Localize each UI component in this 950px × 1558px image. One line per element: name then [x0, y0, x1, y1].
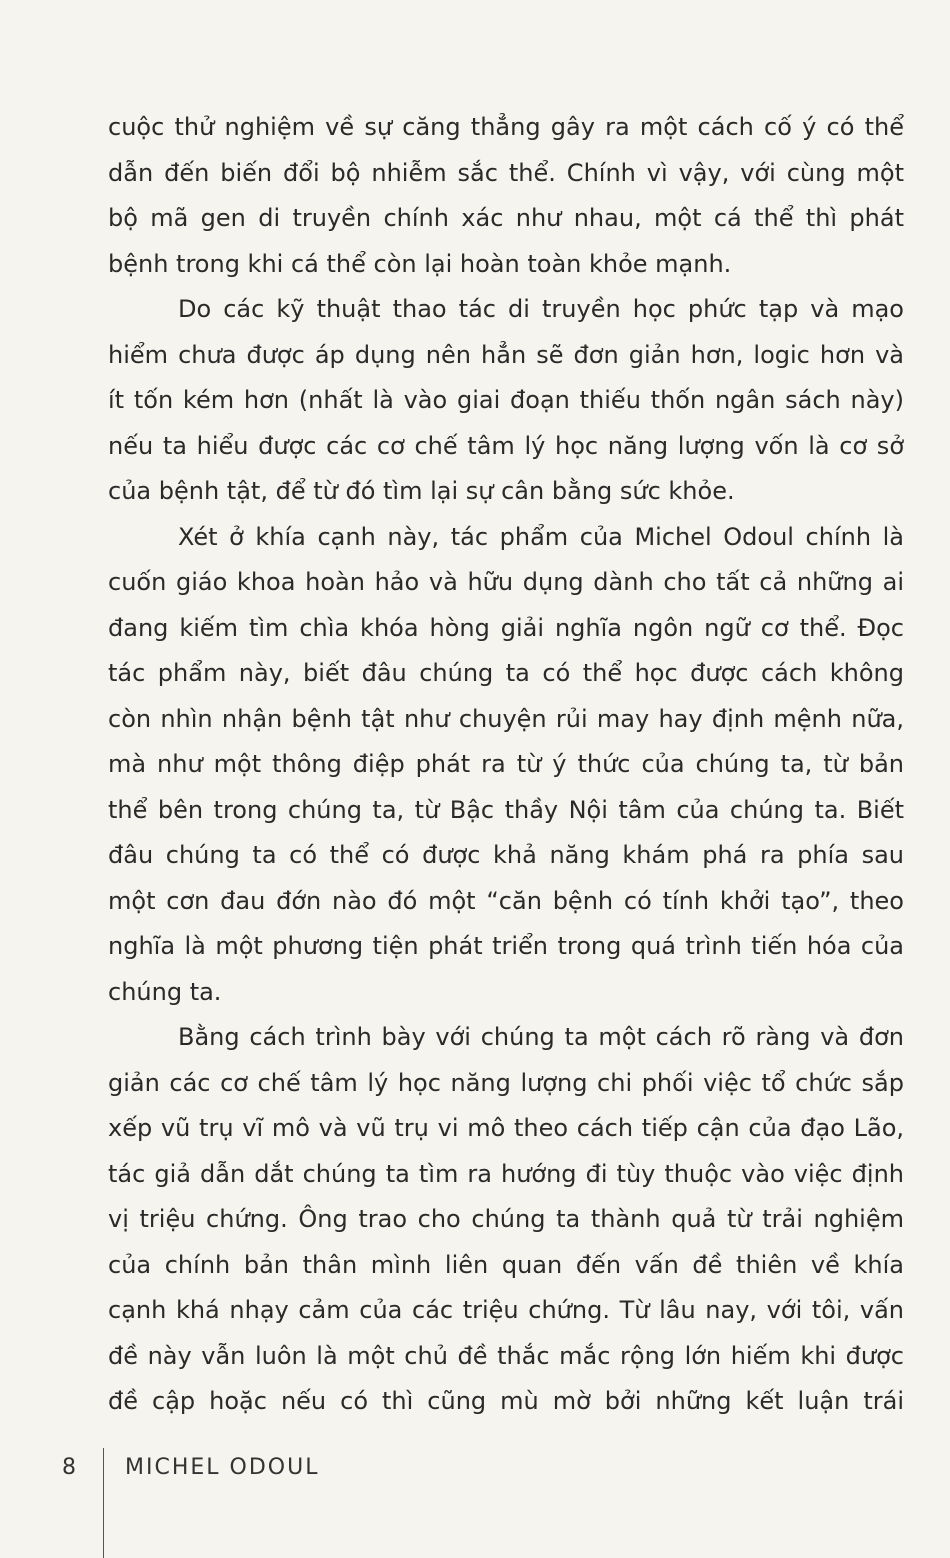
- paragraph: [108, 515, 904, 1016]
- text-line: đề cập hoặc nếu có thì cũng mù mờ bởi những kết luận trái: [108, 1387, 904, 1415]
- text-line: ít tốn kém hơn (nhất là vào giai đoạn thiếu thốn ngân sách này): [108, 386, 904, 414]
- text-line: một cơn đau đớn nào đó một “căn bệnh có tính khởi tạo”, theo: [108, 886, 904, 915]
- text-line: đâu chúng ta có thể có được khả năng khám phá ra phía sau: [108, 841, 904, 869]
- text-line: còn nhìn nhận bệnh tật như chuyện rủi may hay định mệnh nữa,: [108, 704, 904, 733]
- text-line: chúng ta.: [108, 977, 222, 1006]
- text-line: vị triệu chứng. Ông trao cho chúng ta thành quả từ trải nghiệm: [108, 1205, 904, 1233]
- text-line: đang kiếm tìm chìa khóa hòng giải nghĩa ngôn ngữ cơ thể. Đọc: [108, 613, 904, 642]
- text-line: Do các kỹ thuật thao tác di truyền học phức tạp và mạo: [178, 295, 904, 323]
- page-number: 8: [62, 1455, 77, 1480]
- text-line: Bằng cách trình bày với chúng ta một cách rõ ràng và đơn: [178, 1023, 904, 1051]
- body-text: [108, 105, 904, 1425]
- text-line: dẫn đến biến đổi bộ nhiễm sắc thể. Chính vì vậy, với cùng một: [108, 158, 904, 187]
- text-line: thể bên trong chúng ta, từ Bậc thầy Nội tâm của chúng ta. Biết: [108, 795, 904, 824]
- text-line: cuốn giáo khoa hoàn hảo và hữu dụng dành cho tất cả những ai: [108, 568, 904, 596]
- text-line: giản các cơ chế tâm lý học năng lượng chi phối việc tổ chức sắp: [108, 1068, 904, 1097]
- text-line: nghĩa là một phương tiện phát triển trong quá trình tiến hóa của: [108, 932, 904, 960]
- paragraph: [108, 287, 904, 515]
- text-line: xếp vũ trụ vĩ mô và vũ trụ vi mô theo cách tiếp cận của đạo Lão,: [108, 1114, 904, 1142]
- paragraph: [108, 105, 904, 287]
- text-line: cuộc thử nghiệm về sự căng thẳng gây ra một cách cố ý có thể: [108, 113, 904, 141]
- text-line: của bệnh tật, để từ đó tìm lại sự cân bằng sức khỏe.: [108, 477, 735, 505]
- text-line: đề này vẫn luôn là một chủ đề thắc mắc rộng lớn hiếm khi được: [108, 1341, 904, 1370]
- text-line: tác phẩm này, biết đâu chúng ta có thể học được cách không: [108, 659, 904, 687]
- text-line: nếu ta hiểu được các cơ chế tâm lý học năng lượng vốn là cơ sở: [108, 431, 904, 460]
- text-line: của chính bản thân mình liên quan đến vấn đề thiên về khía: [108, 1250, 904, 1279]
- text-line: cạnh khá nhạy cảm của các triệu chứng. Từ lâu nay, với tôi, vấn: [108, 1296, 904, 1324]
- page-footer: [0, 1440, 950, 1555]
- text-line: hiểm chưa được áp dụng nên hẳn sẽ đơn giản hơn, logic hơn và: [108, 340, 904, 369]
- text-line: tác giả dẫn dắt chúng ta tìm ra hướng đi tùy thuộc vào việc định: [108, 1159, 904, 1188]
- text-line: Xét ở khía cạnh này, tác phẩm của Michel Odoul chính là: [178, 522, 904, 551]
- text-line: bộ mã gen di truyền chính xác như nhau, một cá thể thì phát: [108, 204, 904, 232]
- running-author: MICHEL ODOUL: [125, 1455, 320, 1480]
- paragraph: [108, 1015, 904, 1425]
- text-line: mà như một thông điệp phát ra từ ý thức của chúng ta, từ bản: [108, 750, 904, 778]
- text-line: bệnh trong khi cá thể còn lại hoàn toàn khỏe mạnh.: [108, 249, 732, 278]
- footer-divider: [103, 1448, 104, 1558]
